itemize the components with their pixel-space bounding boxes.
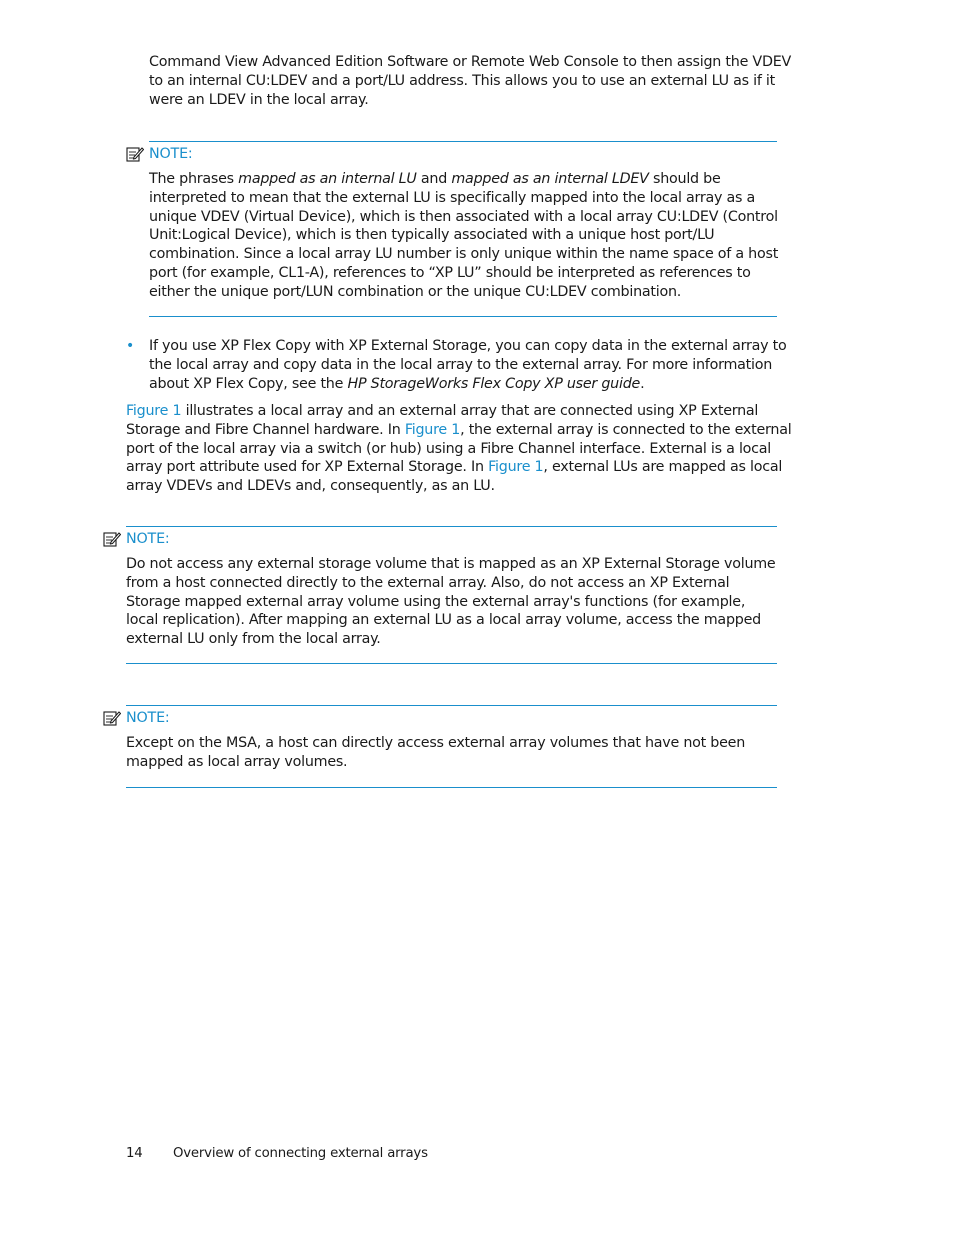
bullet-text-1: If you use XP Flex Copy with XP External Storage, you can copy data in the external array to the local array and copy data in the local array to the external array. For more information about XP Flex Copy, see the (149, 338, 787, 392)
figpara-text-1: illustrates a local array and an external array that are connected using XP External Storage and Fibre Channel hardware. In (126, 403, 759, 438)
note3-label: NOTE: (126, 710, 170, 726)
note1-top-rule (149, 141, 777, 142)
note1-bottom-rule (149, 316, 777, 317)
figpara-text-2: , the external array is connected to the external port of the local array via a switch (or hub) using a Fibre Channel interface. External is a local array port attribute used for XP External Storage. In (126, 421, 792, 476)
note3-body: Except on the MSA, a host can directly access external array volumes that have not been mapped as local array volumes. (126, 735, 746, 770)
note1-header (126, 145, 193, 163)
footer-title: Overview of connecting external arrays (173, 1146, 428, 1161)
bullet-em: HP StorageWorks Flex Copy XP user guide (347, 375, 641, 392)
note3-header (103, 709, 170, 727)
figpara-text-3: , external LUs are mapped as local array VDEVs and LDEVs and, consequently, as an LU. (126, 459, 783, 495)
note1-label: NOTE: (149, 146, 193, 162)
note3-bottom-rule (126, 787, 777, 788)
note2-body: Do not access any external storage volume that is mapped as an XP External Storage volume from a host connected directly to the external array. Also, do not access an XP External Storage mapped external array volume using the external array's functions (for example, local replication). After mapping an external LU as a local array volume, access the mapped external LU only from the local array. (126, 556, 776, 648)
figure-1-link-1[interactable]: Figure 1 (126, 403, 182, 419)
note1-em-2: mapped as an internal LDEV (451, 171, 649, 187)
figure-paragraph (126, 402, 804, 496)
bullet-paragraph (149, 337, 804, 393)
note-pencil-icon (126, 146, 144, 162)
note2-top-rule (126, 526, 777, 527)
note1-em-1: mapped as an internal LU (238, 171, 417, 187)
note3-top-rule (126, 705, 777, 706)
note-pencil-icon (103, 710, 121, 726)
note1-text-3: should be interpreted to mean that the external LU is specifically mapped into the local array as a unique VDEV (Virtual Device), which is then associated with a local array CU:LDEV (Control Unit:Logical Device), which is then typically associated with a unique host port/LU combination. Since a local array LU number is only unique within the name space of a host port (for example, CL1-A), references to “XP LU” should be interpreted as references to either the unique port/LUN combination or the unique CU:LDEV combination. (149, 171, 779, 300)
note-pencil-icon (103, 531, 121, 547)
page-number: 14 (126, 1146, 143, 1161)
bullet-text-2: . (640, 375, 645, 392)
figure-1-link-3[interactable]: Figure 1 (488, 459, 544, 476)
note2-header (103, 530, 170, 548)
note2-bottom-rule (126, 663, 777, 664)
note2-label: NOTE: (126, 531, 170, 547)
figure-1-link-2[interactable]: Figure 1 (404, 421, 461, 438)
note1-text-2: and (416, 171, 452, 187)
note1-body (149, 170, 781, 302)
intro-paragraph: Command View Advanced Edition Software or Remote Web Console to then assign the VDEV to an internal CU:LDEV and a port/LU address. This allows you to use an external LU as if it were an LDEV in the local array. (149, 54, 792, 108)
note1-text-1: The phrases (149, 171, 239, 187)
bullet-marker: • (126, 338, 135, 354)
